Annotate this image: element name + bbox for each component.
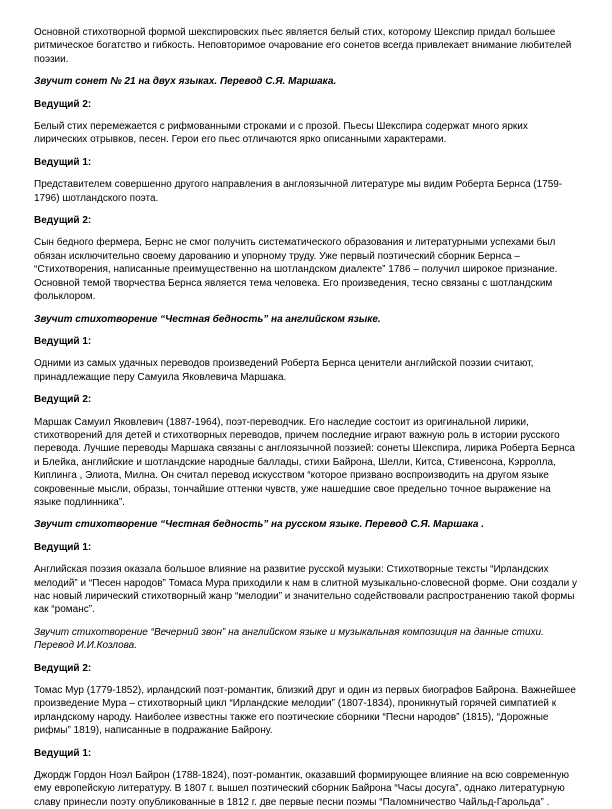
speaker-label: Ведущий 1: bbox=[34, 335, 92, 347]
paragraph: Джордж Гордон Ноэл Байрон (1788-1824), поэт-романтик, оказавший формирующее влияние на всю современную ему европейскую литературу. В 1807 г. вышел поэтический сборник Байрона “Часы досуга”, однако литературную славу принесли поэту опубликованные в 1812 г. две первые песни поэмы “Паломничество Чайльд-Гарольда” . bbox=[34, 770, 570, 808]
stage-direction: Звучит стихотворение “Честная бедность” на английском языке. bbox=[34, 313, 381, 325]
stage-direction: Звучит стихотворение “Честная бедность” на русском языке. Перевод С.Я. Маршака . bbox=[34, 519, 485, 531]
speaker-label: Ведущий 1: bbox=[34, 747, 92, 759]
paragraph: Сын бедного фермера, Бернс не смог получить систематического образования и литературными успехами был обязан исключительно своему дарованию и упорному труду. Уже первый поэтический сборник Бернса – “Стихотворения, написанные преимущественно на шотландском диалекте” 1786 – получил широкое признание. Основной темой творчества Бернса является тема человека. Его произведения, тесно связаны с шотландским фольклором. bbox=[34, 237, 558, 303]
paragraph: Английская поэзия оказала большое влияние на развитие русской музыки: Стихотворные тексты “Ирландских мелодий” и “Песен народов” Томаса Мура приходили к нам в слитной музыкально-словесной форме. Они создали у нас новый лирический стихотворный жанр “мелодии” и значительно содействовали распространению такой формы как “романс”. bbox=[34, 564, 577, 616]
speaker-label: Ведущий 2: bbox=[34, 215, 92, 227]
paragraph: Белый стих перемежается с рифмованными строками и с прозой. Пьесы Шекспира содержат много ярких лирических отрывков, песен. Герои его пьес отличаются ярко описанными характерами. bbox=[34, 121, 528, 146]
stage-direction: Звучит сонет № 21 на двух языках. Перевод С.Я. Маршака. bbox=[34, 76, 337, 88]
speaker-label: Ведущий 2: bbox=[34, 662, 92, 674]
intro-paragraph: Основной стихотворной формой шекспировских пьес является белый стих, которому Шекспир придал большее ритмическое богатство и гибкость. Неповторимое очарование его сонетов всегда привлекает внимание любителей поэзии. bbox=[34, 27, 572, 65]
stage-direction: Звучит стихотворение “Вечерний звон” на английском языке и музыкальная композиция на данные стихи. Перевод И.И.Козлова. bbox=[34, 626, 544, 652]
paragraph: Одними из самых удачных переводов произведений Роберта Бернса ценители английской поэзии считают, принадлежащие перу Самуила Яковлевича Маршака. bbox=[34, 358, 534, 383]
speaker-label: Ведущий 1: bbox=[34, 156, 92, 168]
paragraph: Томас Мур (1779-1852), ирландский поэт-романтик, близкий друг и один из первых биографов Байрона. Важнейшее произведение Мура – стихотворный цикл “Ирландские мелодии” (1807-1834), проникнутый горячей симпатией к ирландскому народу. Наиболее известны также его поэтические сборники “Песни народов” (1815), “Дорожные рифмы” 1819), написанные в подражание Байрону. bbox=[34, 685, 576, 737]
paragraph: Маршак Самуил Яковлевич (1887-1964), поэт-переводчик. Его наследие состоит из оригинальной лирики, стихотворений для детей и стихотворных переводов, причем последние играют важную роль в истории русского перевода. Лучшие переводы Маршака связаны с англоязычной поэзией: сонеты Шекспира, лирика Роберта Бернса и Блейка, английские и шотландские народные баллады, стихи Байрона, Шелли, Китса, Стивенсона, Кэрролла, Киплинга , Элиота, Милна. Он считал перевод искусством “которое призвано воспроизводить на другом языке сокровенные мысли, образы, тончайшие оттенки чувств, уже нашедшие свое предельно точное выражение на языке подлинника”. bbox=[34, 416, 575, 508]
speaker-label: Ведущий 2: bbox=[34, 98, 92, 110]
speaker-label: Ведущий 1: bbox=[34, 541, 92, 553]
paragraph: Представителем совершенно другого направления в англоязычной литературе мы видим Роберта Бернса (1759-1796) шотландского поэта. bbox=[34, 179, 563, 204]
speaker-label: Ведущий 2: bbox=[34, 394, 92, 406]
